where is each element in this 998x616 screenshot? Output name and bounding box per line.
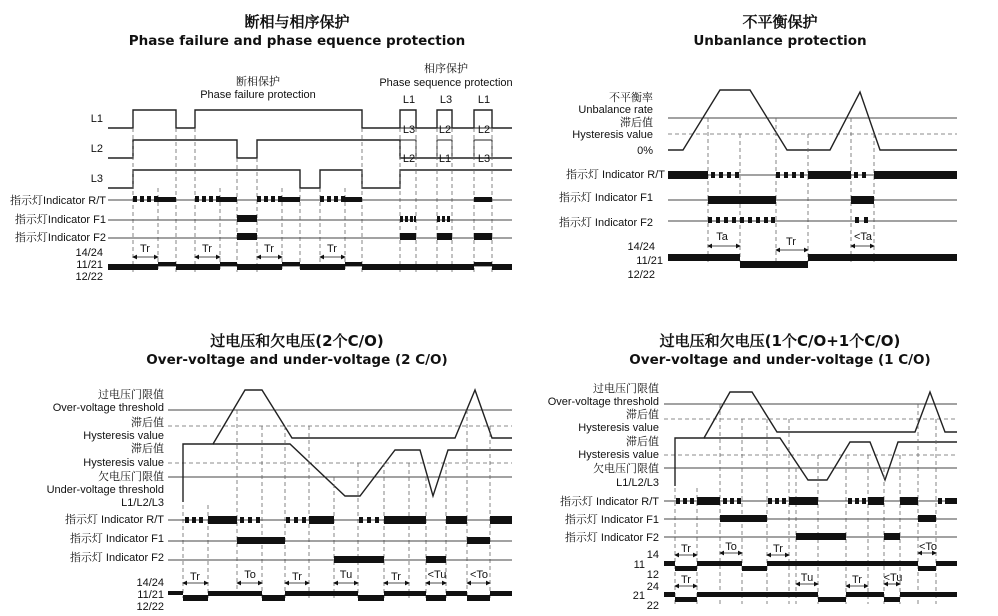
panel-phase <box>10 13 513 283</box>
ov1-label-14: 14 <box>646 549 659 561</box>
ov2-f2-indicator <box>334 556 446 563</box>
ov1-label-l123: L1/L2/L3 <box>616 477 659 489</box>
seq-top-3: L1 <box>477 94 491 106</box>
phase-tr-markers <box>133 243 345 257</box>
ov2-label-uvth-en: Under-voltage threshold <box>46 484 164 496</box>
ov1-label-f2: 指示灯 Indicator F2 <box>564 532 659 544</box>
ov1-title-en: Over-voltage and under-voltage (1 C/O) <box>629 352 931 368</box>
unbal-label-1222: 12/22 <box>627 269 655 281</box>
tr-label-3: Tr <box>264 243 274 255</box>
ov1-f1-indicator <box>720 515 936 522</box>
ov1-rt-indicator <box>676 497 957 505</box>
ov1-tr-3: Tr <box>681 574 691 586</box>
ov1-label-ovth-en: Over-voltage threshold <box>547 396 659 408</box>
ov2-indicator-lines <box>168 520 512 560</box>
unbal-title-cn: 不平衡保护 <box>742 13 818 31</box>
ov2-tr-2: Tr <box>292 571 302 583</box>
row-label-1222: 12/22 <box>75 271 103 283</box>
ov2-relay-output <box>168 591 512 601</box>
phase-indicator-lines <box>108 200 512 238</box>
ov1-label-rt: 指示灯 Indicator R/T <box>559 496 659 508</box>
tr-label-2: Tr <box>202 243 212 255</box>
unbal-time-markers <box>708 231 874 250</box>
ov2-label-f1: 指示灯 Indicator F1 <box>69 533 164 545</box>
l1-waveform <box>108 110 512 128</box>
ov1-label-12: 12 <box>646 569 659 581</box>
row-label-l3: L3 <box>90 173 103 185</box>
l2-waveform <box>108 140 512 158</box>
ov1-label-hyst1-en: Hysteresis value <box>578 422 659 434</box>
tr-label-4: Tr <box>327 243 337 255</box>
phase-relay-output <box>108 262 512 270</box>
ov1-label-24: 24 <box>646 581 659 593</box>
ov2-label-hyst1-cn: 滞后值 <box>131 417 164 429</box>
panel-ov1 <box>548 332 957 612</box>
ov1-tu-1: Tu <box>800 572 814 584</box>
tr-label-1: Tr <box>140 243 150 255</box>
row-label-indicator-rt: 指示灯Indicator R/T <box>10 195 106 207</box>
unbal-label-rate-cn: 不平衡率 <box>609 92 653 104</box>
unbal-label-zero: 0% <box>637 145 653 157</box>
ov1-tr-1: Tr <box>681 543 691 555</box>
ov2-label-hyst2-en: Hysteresis value <box>83 457 164 469</box>
unbal-label-1424: 14/24 <box>627 241 655 253</box>
unbal-label-1121: 11/21 <box>636 255 663 267</box>
seq-top-2: L3 <box>439 94 453 106</box>
phase-title-cn: 断相与相序保护 <box>244 13 350 31</box>
ov1-label-uvth-cn: 欠电压门限值 <box>593 463 659 475</box>
ov1-f2-indicator <box>796 533 900 540</box>
phase-f2-indicator <box>237 233 492 240</box>
unbal-label-hyst-cn: 滞后值 <box>620 117 653 129</box>
seq-mid2-2: L1 <box>438 153 452 165</box>
ov1-relay-2-output <box>664 592 957 602</box>
sequence-boxes <box>400 94 492 165</box>
ov2-time-markers <box>183 569 490 583</box>
row-label-1424: 14/24 <box>75 247 103 259</box>
ov1-label-11: 11 <box>633 559 645 571</box>
unbal-label-hyst-en: Hysteresis value <box>572 129 653 141</box>
ov1-waveform-upper <box>675 392 957 486</box>
seq-mid1-2: L2 <box>438 124 452 136</box>
ov1-to-1: To <box>725 541 737 553</box>
panel-ov2 <box>47 332 512 613</box>
ov1-label-hyst1-cn: 滞后值 <box>626 409 659 421</box>
phase-rt-indicator <box>133 196 492 202</box>
ov1-label-22: 22 <box>646 600 659 612</box>
ov2-tu-1: Tu <box>339 569 353 581</box>
phase-sequence-label-cn: 相序保护 <box>424 63 468 75</box>
ov2-label-hyst2-cn: 滞后值 <box>131 443 164 455</box>
ov2-label-1222: 12/22 <box>136 601 164 613</box>
ov2-label-1424: 14/24 <box>136 577 164 589</box>
unbal-label-f2: 指示灯 Indicator F2 <box>558 217 653 229</box>
seq-mid2-1: L2 <box>402 153 416 165</box>
ov2-f1-indicator <box>237 537 490 544</box>
ov2-label-ovth-cn: 过电压门限值 <box>98 389 164 401</box>
row-label-indicator-f1: 指示灯Indicator F1 <box>14 214 106 226</box>
unbal-label-rt: 指示灯 Indicator R/T <box>565 169 665 181</box>
unbal-tr-label: Tr <box>786 236 796 248</box>
ov2-lt-tu: <Tu <box>427 569 447 581</box>
phase-failure-label-cn: 断相保护 <box>236 76 280 88</box>
ov1-label-f1: 指示灯 Indicator F1 <box>564 514 659 526</box>
seq-top-1: L1 <box>402 94 416 106</box>
ov2-title-en: Over-voltage and under-voltage (2 C/O) <box>146 352 448 368</box>
ov2-label-ovth-en: Over-voltage threshold <box>52 402 164 414</box>
ov1-label-hyst2-cn: 滞后值 <box>626 436 659 448</box>
unbal-label-f1: 指示灯 Indicator F1 <box>558 192 653 204</box>
row-label-l1: L1 <box>90 113 103 125</box>
seq-mid1-3: L2 <box>477 124 491 136</box>
ov2-tr-1: Tr <box>190 571 200 583</box>
unbal-f2-indicator <box>708 217 868 223</box>
row-label-l2: L2 <box>90 143 103 155</box>
ov2-label-hyst1-en: Hysteresis value <box>83 430 164 442</box>
phase-f1-indicator <box>237 215 450 222</box>
ov1-tr-2: Tr <box>773 543 783 555</box>
unbal-waveform <box>668 90 957 150</box>
ov2-title-cn: 过电压和欠电压(2个C/O) <box>210 332 384 350</box>
ov2-label-f2: 指示灯 Indicator F2 <box>69 552 164 564</box>
ov1-relay-1-output <box>664 561 957 571</box>
ov1-tr-4: Tr <box>852 574 862 586</box>
ov2-label-l123: L1/L2/L3 <box>121 497 164 509</box>
ov1-title-cn: 过电压和欠电压(1个C/O+1个C/O) <box>659 332 901 350</box>
row-label-indicator-f2: 指示灯Indicator F2 <box>14 232 106 244</box>
seq-mid1-1: L3 <box>402 124 416 136</box>
ov1-lt-to: <To <box>918 541 938 553</box>
ov1-indicator-lines <box>664 501 957 537</box>
phase-title-en: Phase failure and phase equence protection <box>128 33 466 49</box>
ov1-lt-tu: <Tu <box>883 572 903 584</box>
panel-unbalance <box>559 13 957 281</box>
ov2-label-1121: 11/21 <box>137 589 164 601</box>
ov2-label-rt: 指示灯 Indicator R/T <box>64 514 164 526</box>
ov1-waveform-lower <box>704 438 957 480</box>
unbal-lt-ta-label: <Ta <box>853 231 873 243</box>
row-label-1121: 11/21 <box>76 259 103 271</box>
phase-sequence-label-en: Phase sequence protection <box>379 77 513 89</box>
unbal-title-en: Unbanlance protection <box>693 33 867 49</box>
unbal-relay-output <box>668 254 957 268</box>
unbal-rt-indicator <box>668 171 957 179</box>
phase-failure-label-en: Phase failure protection <box>200 89 316 101</box>
ov2-waveform-upper <box>183 390 512 502</box>
unbal-ta-label: Ta <box>716 231 728 243</box>
ov2-label-uvth-cn: 欠电压门限值 <box>98 471 164 483</box>
unbal-label-rate-en: Unbalance rate <box>578 104 653 116</box>
ov2-lt-to: <To <box>469 569 489 581</box>
ov2-tr-3: Tr <box>391 571 401 583</box>
l3-waveform <box>108 170 512 188</box>
seq-mid2-3: L3 <box>477 153 491 165</box>
ov1-label-21: 21 <box>632 590 645 602</box>
ov1-label-ovth-cn: 过电压门限值 <box>593 383 659 395</box>
ov2-to-1: To <box>244 569 256 581</box>
ov1-label-hyst2-en: Hysteresis value <box>578 449 659 461</box>
